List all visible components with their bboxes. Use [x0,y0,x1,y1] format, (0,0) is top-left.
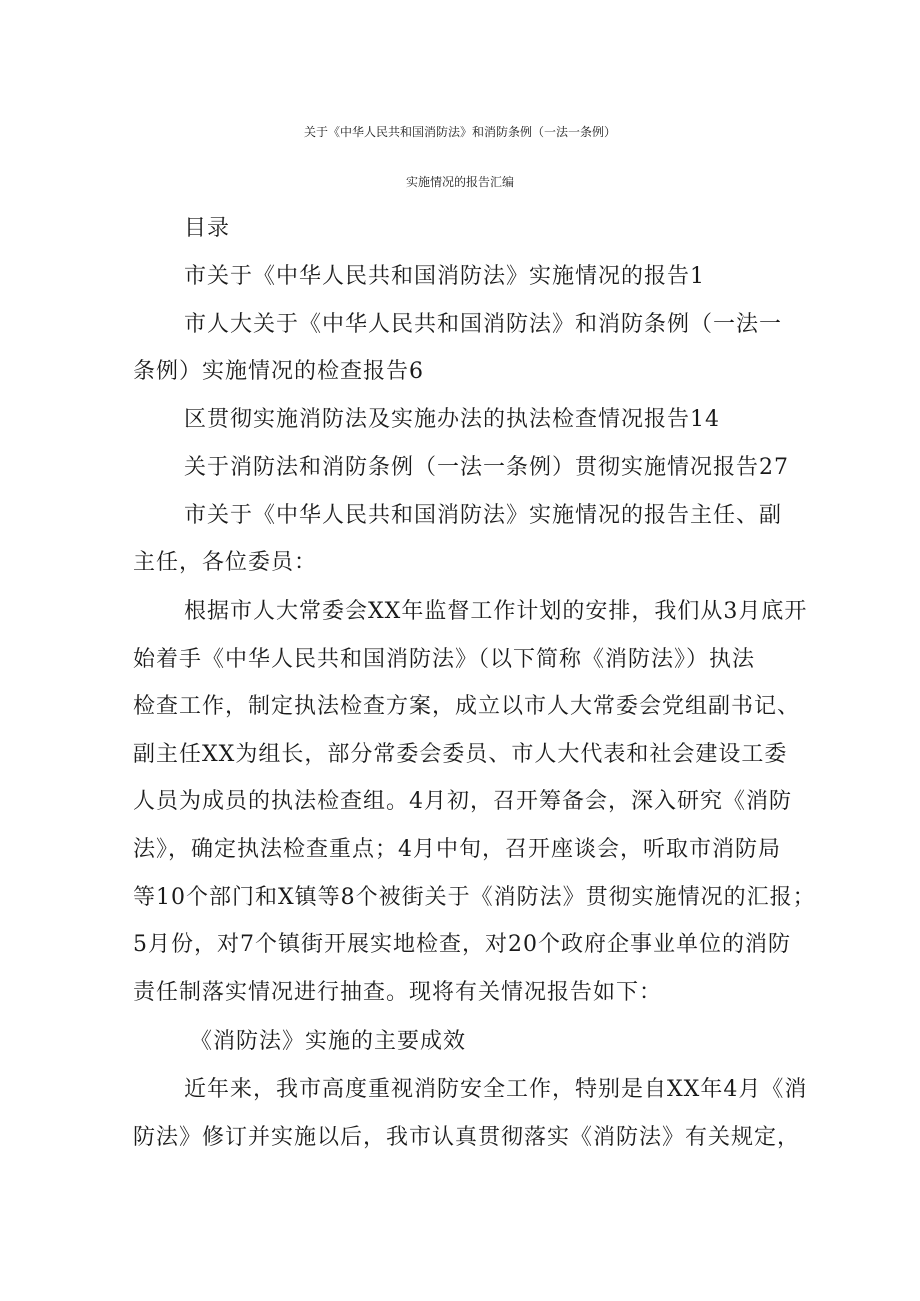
toc-item: 区贯彻实施消防法及实施办法的执法检查情况报告14 [184,407,720,432]
paragraph-line: 根据市人大常委会XX年监督工作计划的安排，我们从3月底开 [184,599,808,624]
paragraph-line: 人员为成员的执法检查组。4月初，召开筹备会，深入研究《消防 [133,789,792,814]
paragraph-line: 等10个部门和X镇等8个被街关于《消防法》贯彻实施情况的汇报； [133,885,816,910]
paragraph-line: 副主任XX为组长，部分常委会委员、市人大代表和社会建设工委 [133,742,788,767]
paragraph-line: 5月份，对7个镇街开展实地检查，对20个政府企事业单位的消防 [133,932,791,957]
paragraph-line: 近年来，我市高度重视消防安全工作，特别是自XX年4月《消 [184,1077,808,1102]
toc-item: 关于消防法和消防条例（一法一条例）贯彻实施情况报告27 [184,455,789,480]
toc-item: 市关于《中华人民共和国消防法》实施情况的报告1 [184,264,705,289]
paragraph-line: 始着手《中华人民共和国消防法》（以下简称《消防法》）执法 [133,647,756,672]
paragraph-line: 检查工作，制定执法检查方案，成立以市人大常委会党组副书记、 [133,694,801,719]
salutation: 主任，各位委员： [133,550,318,575]
toc-item-continuation: 条例）实施情况的检查报告6 [133,359,424,384]
toc-item: 市人大关于《中华人民共和国消防法》和消防条例（一法一 [184,312,783,337]
paragraph-line: 责任制落实情况进行抽查。现将有关情况报告如下： [133,980,663,1005]
section-heading: 《消防法》实施的主要成效 [190,1029,467,1054]
paragraph-line: 法》，确定执法检查重点；4月中旬，召开座谈会，听取市消防局 [133,837,781,862]
toc-heading: 目录 [184,216,231,241]
document-title-line-1: 关于《中华人民共和国消防法》和消防条例（一法一条例） [303,125,616,139]
paragraph-line: 防法》修订并实施以后，我市认真贯彻落实《消防法》有关规定， [133,1125,801,1150]
document-title-line-2: 实施情况的报告汇编 [405,175,514,189]
report-intro-line: 市关于《中华人民共和国消防法》实施情况的报告主任、副 [184,503,783,528]
